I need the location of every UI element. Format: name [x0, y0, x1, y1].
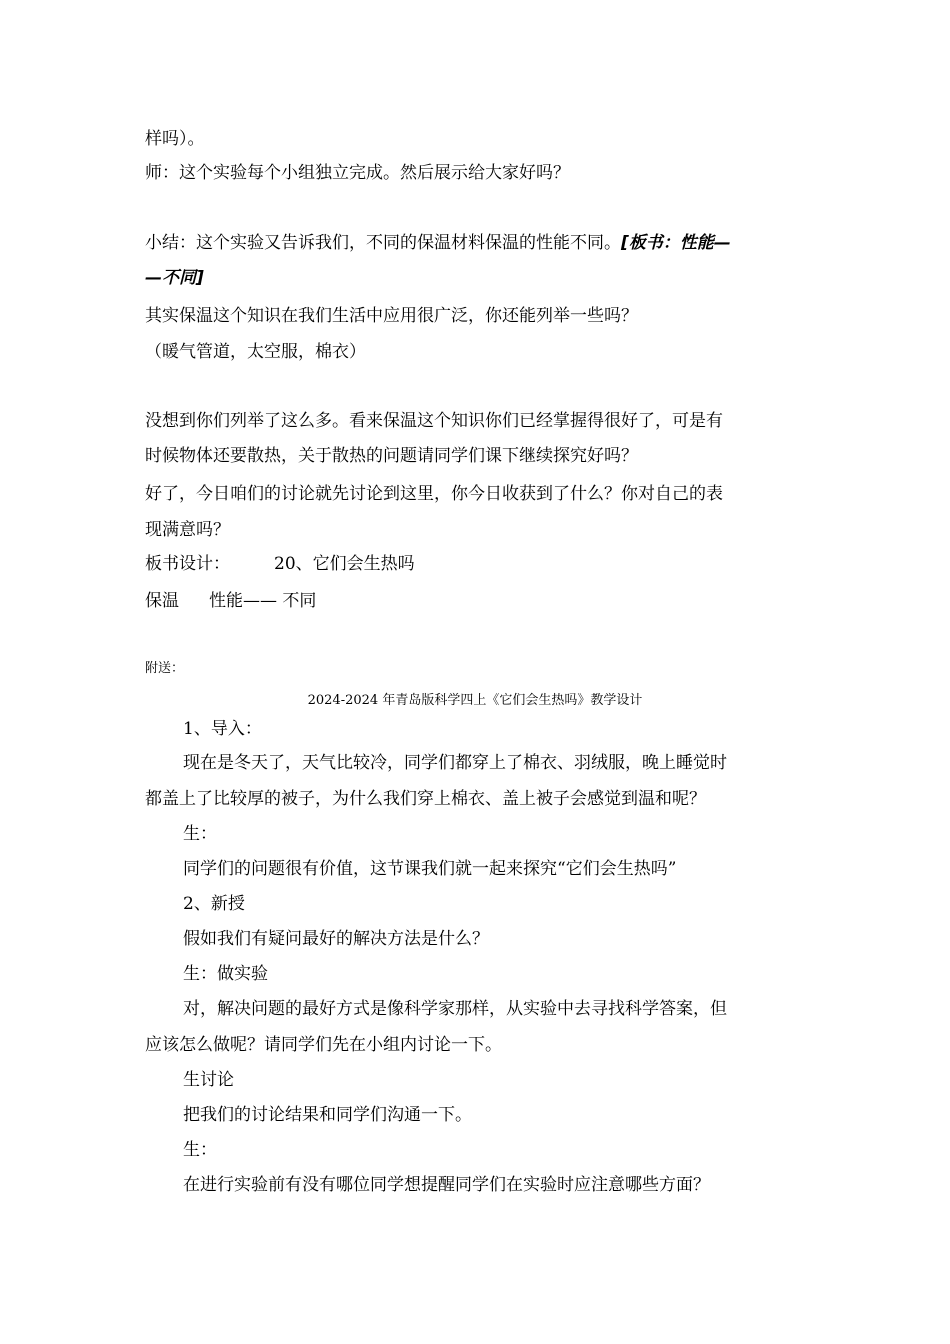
appendix-title: 2024-2024 年青岛版科学四上《它们会生热吗》教学设计 [307, 693, 643, 708]
paragraph-line: 应该怎么做呢？请同学们先在小组内讨论一下。 [145, 1035, 502, 1055]
paragraph-line: 在进行实验前有没有哪位同学想提醒同学们在实验时应注意哪些方面？ [183, 1175, 710, 1195]
text-line: 时候物体还要散热，关于散热的问题请同学们课下继续探究好吗？ [145, 446, 638, 466]
board-note: [板书：性能— [621, 233, 731, 253]
paragraph-line: 同学们的问题很有价值，这节课我们就一起来探究“它们会生热吗” [183, 859, 677, 879]
paragraph-line: 现在是冬天了，天气比较冷，同学们都穿上了棉衣、羽绒服，晚上睡觉时 [183, 753, 727, 773]
text-line: 好了，今日咱们的讨论就先讨论到这里，你今日收获到了什么？你对自己的表 [145, 484, 723, 504]
text-line: 样吗）。 [145, 129, 205, 149]
board-design-right: 性能—— 不同 [209, 591, 317, 611]
appendix-label: 附送： [145, 661, 185, 676]
text-line: 师：这个实验每个小组独立完成。然后展示给大家好吗？ [145, 163, 570, 183]
board-design-label: 板书设计： [145, 554, 230, 574]
paragraph-line: 生：做实验 [183, 964, 268, 984]
text-line: 没想到你们列举了这么多。看来保温这个知识你们已经掌握得很好了，可是有 [145, 411, 723, 431]
section-heading: 1、导入： [183, 719, 262, 739]
paragraph-line: 对，解决问题的最好方式是像科学家那样，从实验中去寻找科学答案，但 [183, 999, 727, 1019]
board-note-continued [145, 267, 204, 289]
section-heading: 2、新授 [183, 894, 245, 914]
board-design-title: 20、它们会生热吗 [274, 554, 415, 574]
paragraph-line: 假如我们有疑问最好的解决方法是什么？ [183, 929, 489, 949]
board-design-left: 保温 [145, 591, 179, 611]
paragraph-line: 生： [183, 824, 217, 844]
paragraph-line: 都盖上了比较厚的被子，为什么我们穿上棉衣、盖上被子会感觉到温和呢？ [145, 789, 706, 809]
board-design [145, 553, 415, 575]
text-line: （暖气管道，太空服，棉衣） [145, 342, 366, 362]
summary-line [145, 232, 731, 254]
text-line: 其实保温这个知识在我们生活中应用很广泛，你还能列举一些吗？ [145, 306, 638, 326]
paragraph-line: 生： [183, 1140, 217, 1160]
board-design-content [145, 590, 316, 612]
paragraph-line: 生讨论 [183, 1070, 234, 1090]
text-line: 现满意吗？ [145, 520, 230, 540]
summary-text: 小结：这个实验又告诉我们，不同的保温材料保温的性能不同。 [145, 233, 621, 253]
paragraph-line: 把我们的讨论结果和同学们沟通一下。 [183, 1105, 472, 1125]
board-note: —不同] [145, 268, 204, 288]
